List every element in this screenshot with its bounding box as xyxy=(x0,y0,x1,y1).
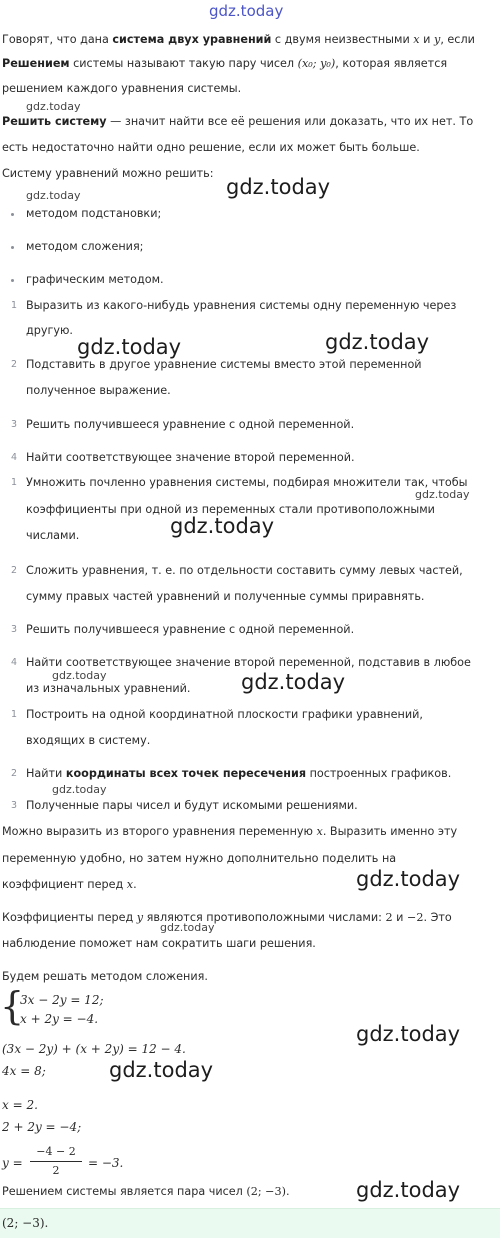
math-number: 2 xyxy=(385,911,393,924)
term-system: система двух уравнений xyxy=(112,33,272,46)
fraction-denominator: 2 xyxy=(52,1164,60,1177)
intro-line-3: решением каждого уравнения системы. xyxy=(2,82,242,95)
watermark: gdz.today xyxy=(109,1058,214,1082)
system-brace: { xyxy=(0,984,25,1028)
text: Можно выразить из второго уравнения переменную xyxy=(2,825,317,838)
watermark: gdz.today xyxy=(52,783,107,796)
watermark: gdz.today xyxy=(160,921,215,934)
text: Решением системы является пара чисел xyxy=(2,1185,247,1198)
watermark: gdz.today xyxy=(415,488,470,501)
watermark: gdz.today xyxy=(356,1178,461,1202)
sum-equation: (3x − 2y) + (x + 2y) = 12 − 4. xyxy=(2,1042,186,1056)
text: системы называют такую пару чисел xyxy=(69,57,298,70)
text: — значит найти все её решения или доказать, что их нет. То xyxy=(106,115,474,128)
result-line xyxy=(2,1185,290,1199)
method-item: методом сложения; xyxy=(26,240,144,253)
text: , если xyxy=(440,33,475,46)
watermark: gdz.today xyxy=(52,669,107,682)
substitution-step-2-cont: полученное выражение. xyxy=(26,384,171,397)
intro-line-2 xyxy=(2,57,447,71)
system-equation-2: x + 2y = −4. xyxy=(20,1012,99,1026)
text: коэффициент перед xyxy=(2,878,127,891)
text: построенных графиков. xyxy=(306,767,452,780)
text: , которая является xyxy=(335,57,448,70)
intro-line-6: Систему уравнений можно решить: xyxy=(2,167,214,180)
watermark: gdz.today xyxy=(356,867,461,891)
watermark: gdz.today xyxy=(26,100,81,113)
method-item: графическим методом. xyxy=(26,273,164,286)
addition-step-3: Решить получившееся уравнение с одной переменной. xyxy=(26,623,355,636)
text: . Это xyxy=(423,911,452,924)
analysis-line-4 xyxy=(2,911,452,925)
math-x: x xyxy=(126,878,134,891)
text: с двумя неизвестными xyxy=(271,33,414,46)
system-equation-1: 3x − 2y = 12; xyxy=(20,993,104,1007)
text: Найти xyxy=(26,767,66,780)
math-y: y xyxy=(433,33,441,46)
math-number: −2 xyxy=(406,911,424,924)
addition-step-1-cont: числами. xyxy=(26,529,80,542)
substitution-step-1-cont: другую. xyxy=(26,324,73,337)
step-number: 2 xyxy=(11,768,18,779)
watermark: gdz.today xyxy=(26,189,81,202)
graph-step-1-cont: входящих в систему. xyxy=(26,734,151,747)
text: Коэффициенты перед xyxy=(2,911,137,924)
substitution-step-4: Найти соответствующее значение второй переменной. xyxy=(26,451,355,464)
bullet-icon xyxy=(11,213,14,216)
addition-step-4-cont: из изначальных уравнений. xyxy=(26,682,191,695)
graph-step-3: Полученные пары чисел и будут искомыми решениями. xyxy=(26,799,358,812)
math-x: x xyxy=(316,825,323,838)
text: и xyxy=(392,911,407,924)
watermark: gdz.today xyxy=(241,670,346,694)
intro-line-1 xyxy=(2,33,475,47)
bullet-icon xyxy=(11,246,14,249)
watermark: gdz.today xyxy=(77,335,182,359)
step-number: 4 xyxy=(11,657,18,668)
math-x: x xyxy=(413,33,420,46)
math-y: y xyxy=(136,911,144,924)
text: Говорят, что дана xyxy=(2,33,113,46)
text: являются противоположными числами: xyxy=(143,911,386,924)
analysis-line-3 xyxy=(2,878,137,892)
term-solution: Решением xyxy=(2,57,70,70)
answer-value: (2; −3). xyxy=(2,1216,49,1230)
addition-step-4: Найти соответствующее значение второй переменной, подставив в любое xyxy=(26,656,471,669)
math-pair: (x₀; y₀) xyxy=(297,57,336,70)
fraction-line xyxy=(30,1161,82,1162)
step-number: 1 xyxy=(11,709,18,720)
text: . xyxy=(133,878,137,891)
analysis-line-1 xyxy=(2,825,457,839)
graph-step-1: Построить на одной координатной плоскости графики уравнений, xyxy=(26,708,423,721)
term-intersection-points: координаты всех точек пересечения xyxy=(65,767,307,780)
step-number: 1 xyxy=(11,300,18,311)
fraction-rhs: = −3. xyxy=(88,1156,124,1170)
step-equation: x = 2. xyxy=(2,1098,38,1112)
step-number: 2 xyxy=(11,359,18,370)
step-number: 3 xyxy=(11,800,18,811)
step-equation: 2 + 2y = −4; xyxy=(2,1120,82,1134)
analysis-line-2: переменную удобно, но затем нужно дополнительно поделить на xyxy=(2,852,397,865)
addition-step-2-cont: сумму правых частей уравнений и полученные суммы приравнять. xyxy=(26,590,425,603)
step-number: 2 xyxy=(11,565,18,576)
intro-line-5: есть недостаточно найти одно решение, если их может быть больше. xyxy=(2,141,420,154)
analysis-line-5: наблюдение поможет нам сократить шаги решения. xyxy=(2,937,316,950)
watermark-top: gdz.today xyxy=(209,2,284,20)
term-solve-system: Решить систему xyxy=(2,115,107,128)
math-pair: (2; −3). xyxy=(246,1185,290,1198)
step-number: 3 xyxy=(11,419,18,430)
step-number: 4 xyxy=(11,452,18,463)
text: и xyxy=(419,33,434,46)
addition-step-2: Сложить уравнения, т. е. по отдельности составить сумму левых частей, xyxy=(26,564,463,577)
addition-step-1: Умножить почленно уравнения системы, подбирая множители так, чтобы xyxy=(26,476,468,489)
step-number: 1 xyxy=(11,477,18,488)
method-item: методом подстановки; xyxy=(26,207,162,220)
text: . Выразить именно эту xyxy=(322,825,458,838)
fraction-lhs: y = xyxy=(2,1156,23,1170)
watermark: gdz.today xyxy=(325,330,430,354)
watermark: gdz.today xyxy=(356,1022,461,1046)
watermark: gdz.today xyxy=(170,514,275,538)
substitution-step-1: Выразить из какого-нибудь уравнения системы одну переменную через xyxy=(26,299,457,312)
intro-line-4 xyxy=(2,115,473,129)
step-number: 3 xyxy=(11,624,18,635)
answer-box xyxy=(0,1208,500,1238)
substitution-step-2: Подставить в другое уравнение системы вместо этой переменной xyxy=(26,358,422,371)
step-equation: 4x = 8; xyxy=(2,1064,46,1078)
watermark: gdz.today xyxy=(226,175,331,199)
substitution-step-3: Решить получившееся уравнение с одной переменной. xyxy=(26,418,355,431)
solution-intro: Будем решать методом сложения. xyxy=(2,970,208,983)
bullet-icon xyxy=(11,279,14,282)
fraction-numerator: −4 − 2 xyxy=(36,1145,76,1158)
graph-step-2 xyxy=(26,767,451,781)
addition-step-1-cont: коэффициенты при одной из переменных стали противоположными xyxy=(26,503,435,516)
